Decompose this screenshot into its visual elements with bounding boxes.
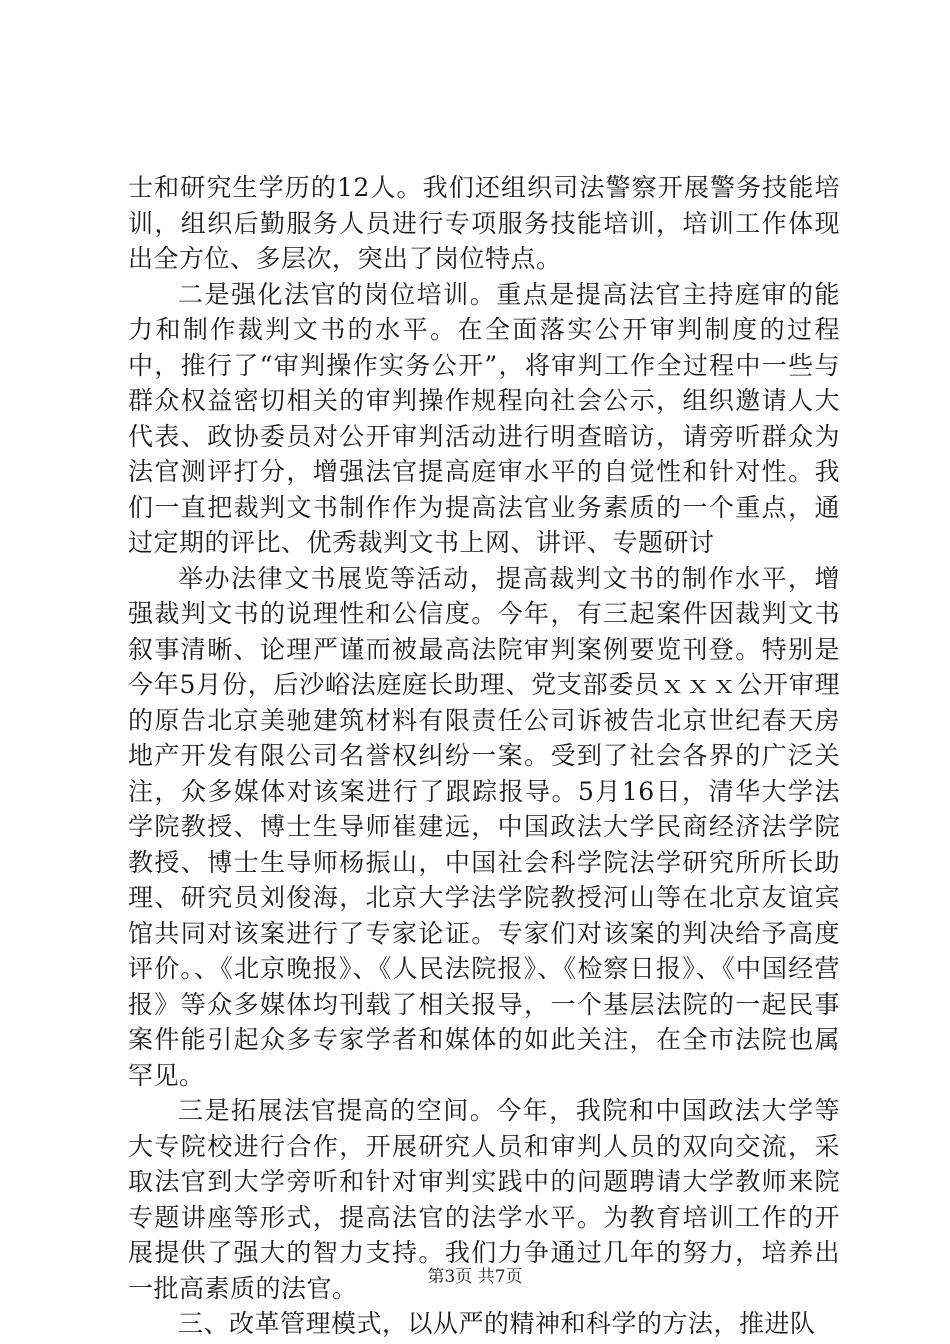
paragraph-1: 士和研究生学历的12人。我们还组织司法警察开展警务技能培训，组织后勤服务人员进行专项服务技能培训，培训工作体现出全方位、多层次，突出了岗位特点。 <box>128 173 840 273</box>
page-footer: 第3页 共7页 <box>427 1267 523 1287</box>
document-body <box>128 170 840 1342</box>
paragraph-2: 二是强化法官的岗位培训。重点是提高法官主持庭审的能力和制作裁判文书的水平。在全面落实公开审判制度的过程中，推行了“审判操作实务公开”，将审判工作全过程中一些与群众权益密切相关的审判操作规程向社会公示，组织邀请人大代表、政协委员对公开审判活动进行明查暗访，请旁听群众为法官测评打分，增强法官提高庭审水平的自觉性和针对性。我们一直把裁判文书制作作为提高法官业务素质的一个重点，通过定期的评比、优秀裁判文书上网、讲评、专题研讨 <box>128 279 840 557</box>
paragraph-4: 三是拓展法官提高的空间。今年，我院和中国政法大学等大专院校进行合作，开展研究人员和审判人员的双向交流，采取法官到大学旁听和针对审判实践中的问题聘请大学教师来院专题讲座等形式，提高法官的法学水平。为教育培训工作的开展提供了强大的智力支持。我们力争通过几年的努力，培养出一批高素质的法官。 <box>128 1096 840 1303</box>
paragraph-5: 三、改革管理模式，以从严的精神和科学的方法，推进队 <box>178 1309 816 1338</box>
paragraph-3: 举办法律文书展览等活动，提高裁判文书的制作水平，增强裁判文书的说理性和公信度。今年，有三起案件因裁判文书叙事清晰、论理严谨而被最高法院审判案例要览刊登。特别是今年5月份，后沙峪法庭庭长助理、党支部委员ｘｘｘ公开审理的原告北京美驰建筑材料有限责任公司诉被告北京世纪春天房地产开发有限公司名誉权纠纷一案。受到了社会各界的广泛关注，众多媒体对该案进行了跟踪报导。5月16日，清华大学法学院教授、博士生导师崔建远，中国政法大学民商经济法学院教授、博士生导师杨振山，中国社会科学院法学研究所所长助理、研究员刘俊海，北京大学法学院教授河山等在北京友谊宾馆共同对该案进行了专家论证。专家们对该案的判决给予高度评价。、《北京晚报》、《人民法院报》、《检察日报》、《中国经营报》等众多媒体均刊载了相关报导，一个基层法院的一起民事案件能引起众多专家学者和媒体的如此关注，在全市法院也属罕见。 <box>128 563 840 1090</box>
